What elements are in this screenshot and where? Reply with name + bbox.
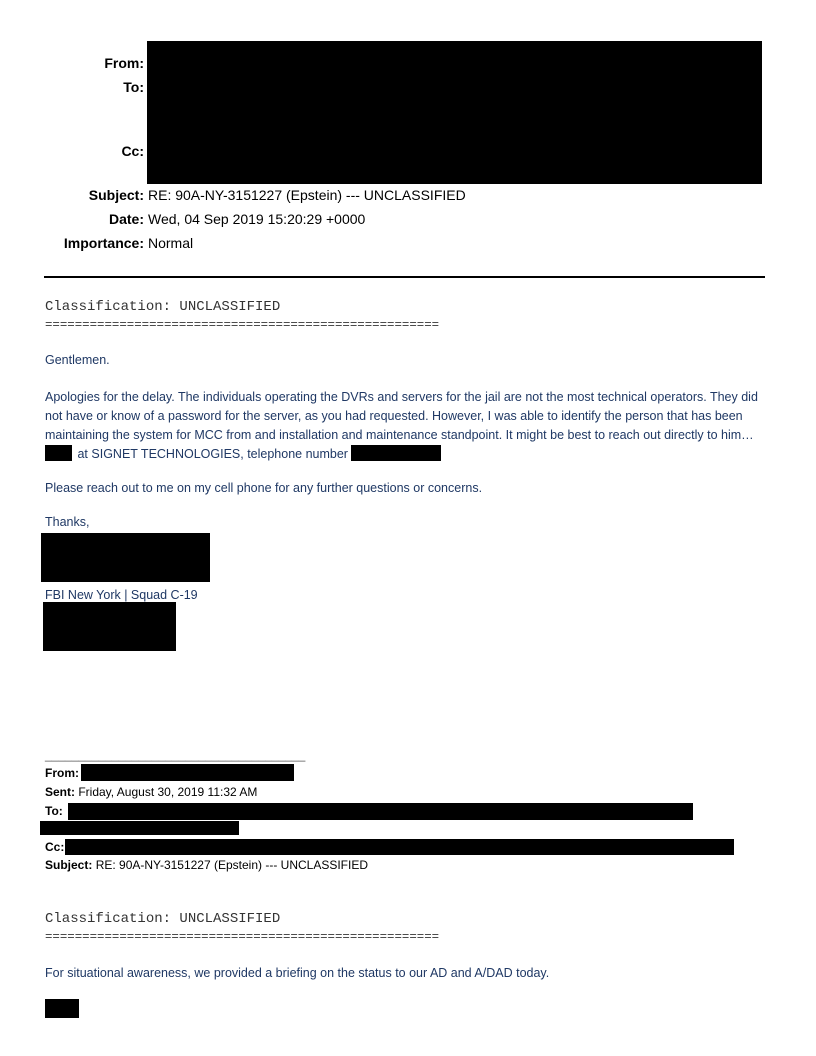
from-label: From: <box>104 55 144 71</box>
contact-paragraph: Please reach out to me on my cell phone for any further questions or concerns. <box>45 481 483 495</box>
subject-value: RE: 90A-NY-3151227 (Epstein) --- UNCLASSIFIED <box>148 187 466 203</box>
phone-redaction <box>351 445 441 461</box>
cc-label: Cc: <box>121 143 144 159</box>
signature-org: FBI New York | Squad C-19 <box>45 588 198 602</box>
subject-label: Subject: <box>88 187 144 203</box>
name-redaction <box>45 445 72 461</box>
body-paragraph <box>45 388 775 464</box>
greeting: Gentlemen. <box>45 353 110 367</box>
forward-sent <box>45 785 257 799</box>
body-paragraph-tail: at SIGNET TECHNOLOGIES, telephone number <box>77 447 348 461</box>
forward-signature-redaction <box>45 999 79 1018</box>
forward-to <box>45 804 63 818</box>
forward-cc <box>45 840 64 854</box>
forward-body: For situational awareness, we provided a briefing on the status to our AD and A/DAD today. <box>45 966 550 980</box>
forward-from-label: From: <box>45 766 79 780</box>
header-redaction <box>147 41 762 184</box>
closing: Thanks, <box>45 515 90 529</box>
signature-name-redaction <box>41 533 210 582</box>
forward-cc-redaction <box>65 839 734 855</box>
to-label: To: <box>123 79 144 95</box>
forward-from <box>45 766 79 780</box>
header-divider <box>44 276 765 278</box>
body-paragraph-text: Apologies for the delay. The individuals operating the DVRs and servers for the jail are not the most technical operators. They did not have or know of a password for the server, as you had requested. However, I was able to identify the person that has been maintaining the system for MCC from and installation and maintenance standpoint. It might be best to reach out directly to him… <box>45 390 758 442</box>
forward-to-redaction-2 <box>40 821 239 835</box>
forward-to-redaction-1 <box>68 803 693 820</box>
forward-classification-banner: Classification: UNCLASSIFIED <box>45 911 281 927</box>
date-value: Wed, 04 Sep 2019 15:20:29 +0000 <box>148 211 366 227</box>
classification-banner: Classification: UNCLASSIFIED <box>45 299 281 315</box>
forward-cc-label: Cc: <box>45 840 65 854</box>
classification-separator: ===================================================== <box>45 318 440 332</box>
importance-value: Normal <box>148 235 194 251</box>
forward-classification-separator: ===================================================== <box>45 930 440 944</box>
forward-to-label: To: <box>45 804 63 818</box>
message-divider: _______________________________________ <box>45 748 306 762</box>
forward-subject <box>45 858 368 872</box>
signature-contact-redaction <box>43 602 176 651</box>
forward-subject-label: Subject: <box>45 858 93 872</box>
forward-sent-label: Sent: <box>45 785 75 799</box>
forward-sent-value: Friday, August 30, 2019 11:32 AM <box>78 785 258 799</box>
forward-from-redaction <box>81 764 294 781</box>
importance-label: Importance: <box>63 235 144 251</box>
forward-subject-value: RE: 90A-NY-3151227 (Epstein) --- UNCLASSIFIED <box>95 858 369 872</box>
date-label: Date: <box>108 211 144 227</box>
